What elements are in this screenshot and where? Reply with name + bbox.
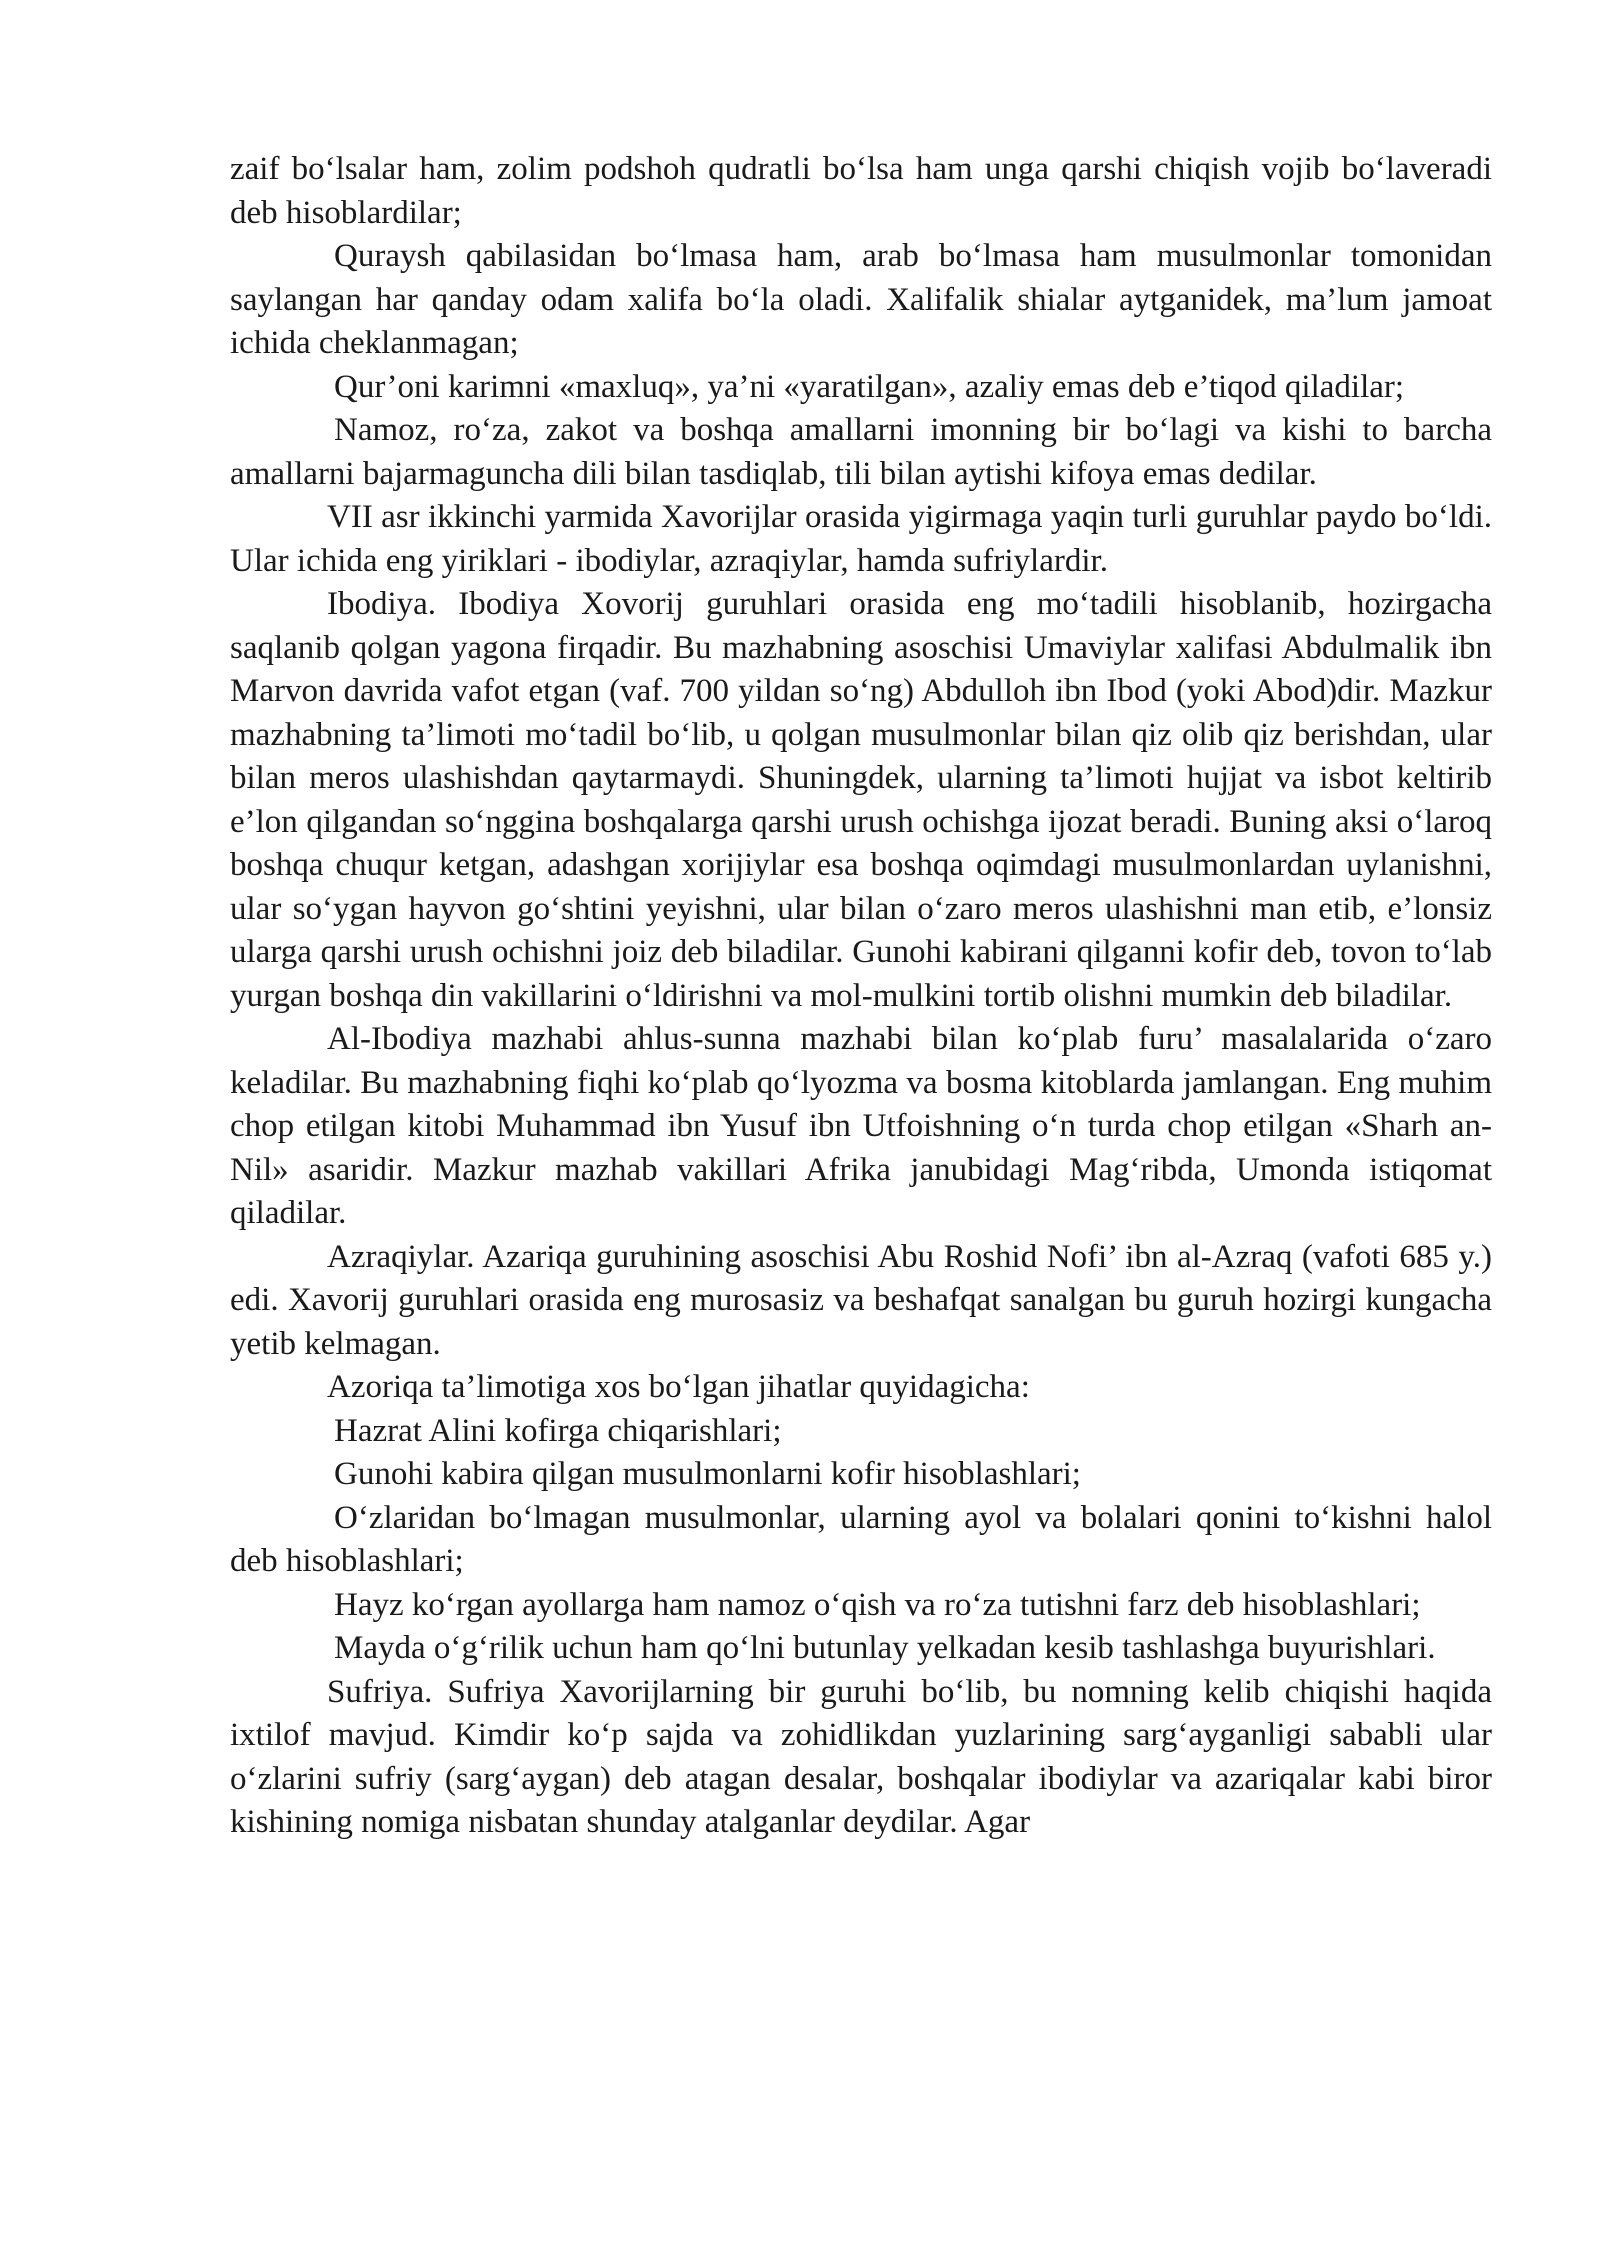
paragraph-azraqiyya: Azraqiylar. Azariqa guruhining asoschisi Abu Roshid Nofi’ ibn al-Azraq (vafoti 685 y.) edi. Xavorij guruhlari orasida eng murosasiz va beshafqat sanalgan bu guruh hozirgi kungacha yetib kelmagan. — [230, 1238, 1492, 1362]
list-item-major-sin: Gunohi kabira qilgan musulmonlarni kofir hisoblashlari; — [334, 1456, 1081, 1492]
paragraph-sufriyya: Sufriya. Sufriya Xavorijlarning bir guruhi bo‘lib, bu nomning kelib chiqishi haqida ixtilof mavjud. Kimdir ko‘p sajda va zohidlikdan yuzlarining sarg‘ayganligi sababli ular o‘zlarini sufriy (sarg‘aygan) deb atagan desalar, boshqalar ibodiylar va azariqalar kabi biror kishining nomiga nisbatan shunday atalganlar deydilar. Agar — [230, 1673, 1492, 1840]
paragraph-ibadiyya-madhhab: Al-Ibodiya mazhabi ahlus-sunna mazhabi bilan ko‘plab furu’ masalalarida o‘zaro keladilar. Bu mazhabning fiqhi ko‘plab qo‘lyozma va bosma kitoblarda jamlangan. Eng muhim chop etilgan kitobi Muhammad ibn Yusuf ibn Utfoishning o‘n turda chop etilgan «Sharh an-Nil» asaridir. Mazkur mazhab vakillari Afrika janubidagi Mag‘ribda, Umonda istiqomat qiladilar. — [230, 1021, 1492, 1231]
paragraph-continuation: zaif bo‘lsalar ham, zolim podshoh qudratli bo‘lsa ham unga qarshi chiqish vojib bo‘laveradi deb hisoblardilar; — [230, 151, 1492, 231]
list-item-blood-halal: O‘zlaridan bo‘lmagan musulmonlar, ularning ayol va bolalari qonini to‘kishni halol deb hisoblashlari; — [230, 1499, 1492, 1579]
list-item-prayer-fasting: Hayz ko‘rgan ayollarga ham namoz o‘qish va ro‘za tutishni farz deb hisoblashlari; — [334, 1586, 1421, 1623]
document-page — [230, 148, 1492, 1845]
list-item-quran-created: Qur’oni karimni «maxluq», ya’ni «yaratilgan», azaliy emas deb e’tiqod qiladilar; — [334, 368, 1405, 405]
paragraph-kharijite-groups: VII asr ikkinchi yarmida Xavorijlar orasida yigirmaga yaqin turli guruhlar paydo bo‘ldi. Ular ichida eng yiriklari - ibodiylar, azraqiylar, hamda sufriylardir. — [230, 499, 1492, 579]
paragraph-azariqa-intro: Azoriqa ta’limotiga xos bo‘lgan jihatlar quyidagicha: — [327, 1369, 1030, 1405]
list-item-theft-punishment: Mayda o‘g‘rilik uchun ham qo‘lni butunlay yelkadan kesib tashlashga buyurishlari. — [334, 1630, 1436, 1666]
list-item-caliph-election: Quraysh qabilasidan bo‘lmasa ham, arab bo‘lmasa ham musulmonlar tomonidan saylangan har qanday odam xalifa bo‘la oladi. Xalifalik shialar aytganidek, ma’lum jamoat ichida cheklanmagan; — [230, 238, 1492, 361]
list-item-ali-kufr: Hazrat Alini kofirga chiqarishlari; — [334, 1412, 782, 1449]
list-item-deeds-faith: Namoz, ro‘za, zakot va boshqa amallarni imonning bir bo‘lagi va kishi to barcha amallarni bajarmaguncha dili bilan tasdiqlab, tili bilan aytishi kifoya emas dedilar. — [230, 412, 1492, 492]
paragraph-ibadiyya: Ibodiya. Ibodiya Xovorij guruhlari orasida eng mo‘tadili hisoblanib, hozirgacha saqlanib qolgan yagona firqadir. Bu mazhabning asoschisi Umaviylar xalifasi Abdulmalik ibn Marvon davrida vafot etgan (vaf. 700 yildan so‘ng) Abdulloh ibn Ibod (yoki Abod)dir. Mazkur mazhabning ta’limoti mo‘tadil bo‘lib, u qolgan musulmonlar bilan qiz olib qiz berishdan, ular bilan meros ulashishdan qaytarmaydi. Shuningdek, ularning ta’limoti hujjat va isbot keltirib e’lon qilgandan so‘nggina boshqalarga qarshi urush ochishga ijozat beradi. Buning aksi o‘laroq boshqa chuqur ketgan, adashgan xorijiylar esa boshqa oqimdagi musulmonlardan uylanishni, ular so‘ygan hayvon go‘shtini yeyishni, ular bilan o‘zaro meros ulashishni man etib, e’lonsiz ularga qarshi urush ochishni joiz deb biladilar. Gunohi kabirani qilganni kofir deb, tovon to‘lab yurgan boshqa din vakillarini o‘ldirishni va mol-mulkini tortib olishni mumkin deb biladilar. — [230, 586, 1492, 1014]
